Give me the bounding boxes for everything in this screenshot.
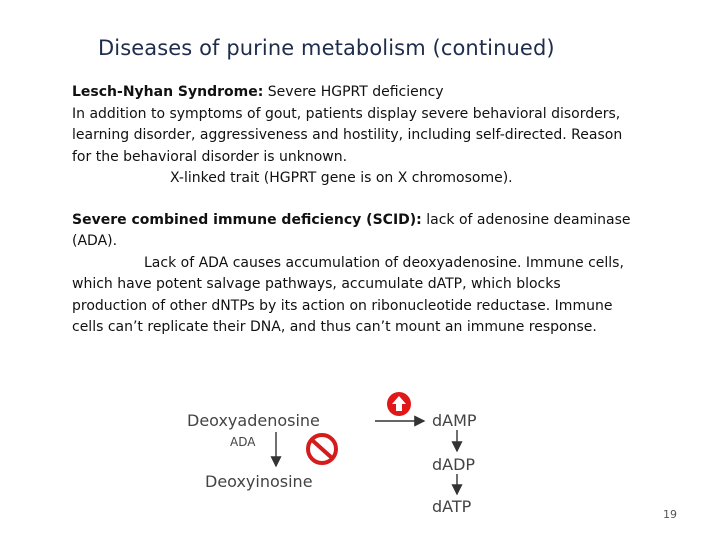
- scid-line-2: Lack of ADA causes accumulation of deoxyadenosine. Immune cells,: [144, 254, 624, 271]
- deoxyinosine-label: Deoxyinosine: [205, 472, 313, 491]
- scid-line-5: cells can’t replicate their DNA, and thus can’t mount an immune response.: [72, 319, 597, 335]
- damp-label: dAMP: [432, 411, 477, 430]
- ada-label: ADA: [230, 435, 256, 449]
- no-entry-icon: [308, 435, 336, 463]
- lesch-nyhan-heading: Lesch-Nyhan Syndrome:: [72, 84, 264, 100]
- increase-icon: [387, 392, 411, 416]
- scid-line-1: (ADA).: [72, 233, 118, 249]
- lesch-nyhan-line-4: X-linked trait (HGPRT gene is on X chromosome).: [170, 170, 513, 186]
- lesch-nyhan-line-2: learning disorder, aggressiveness and hostility, including self-directed. Reason: [72, 127, 623, 143]
- scid-heading: Severe combined immune deficiency (SCID):: [72, 211, 422, 228]
- slide-title: Diseases of purine metabolism (continued): [98, 36, 555, 60]
- scid-line-4: production of other dNTPs by its action on ribonucleotide reductase. Immune: [72, 297, 613, 314]
- scid-line-3: which have potent salvage pathways, accumulate dATP, which blocks: [72, 276, 561, 292]
- deoxyadenosine-label: Deoxyadenosine: [187, 411, 320, 430]
- page-number: 19: [663, 508, 677, 521]
- datp-label: dATP: [432, 497, 472, 516]
- lesch-nyhan-line-3: for the behavioral disorder is unknown.: [72, 148, 348, 165]
- dadp-label: dADP: [432, 455, 476, 474]
- lesch-nyhan-line-1: In addition to symptoms of gout, patients display severe behavioral disorders,: [72, 105, 621, 122]
- scid-heading-rest: lack of adenosine deaminase: [421, 211, 631, 228]
- lesch-nyhan-heading-rest: Severe HGPRT deficiency: [263, 84, 444, 100]
